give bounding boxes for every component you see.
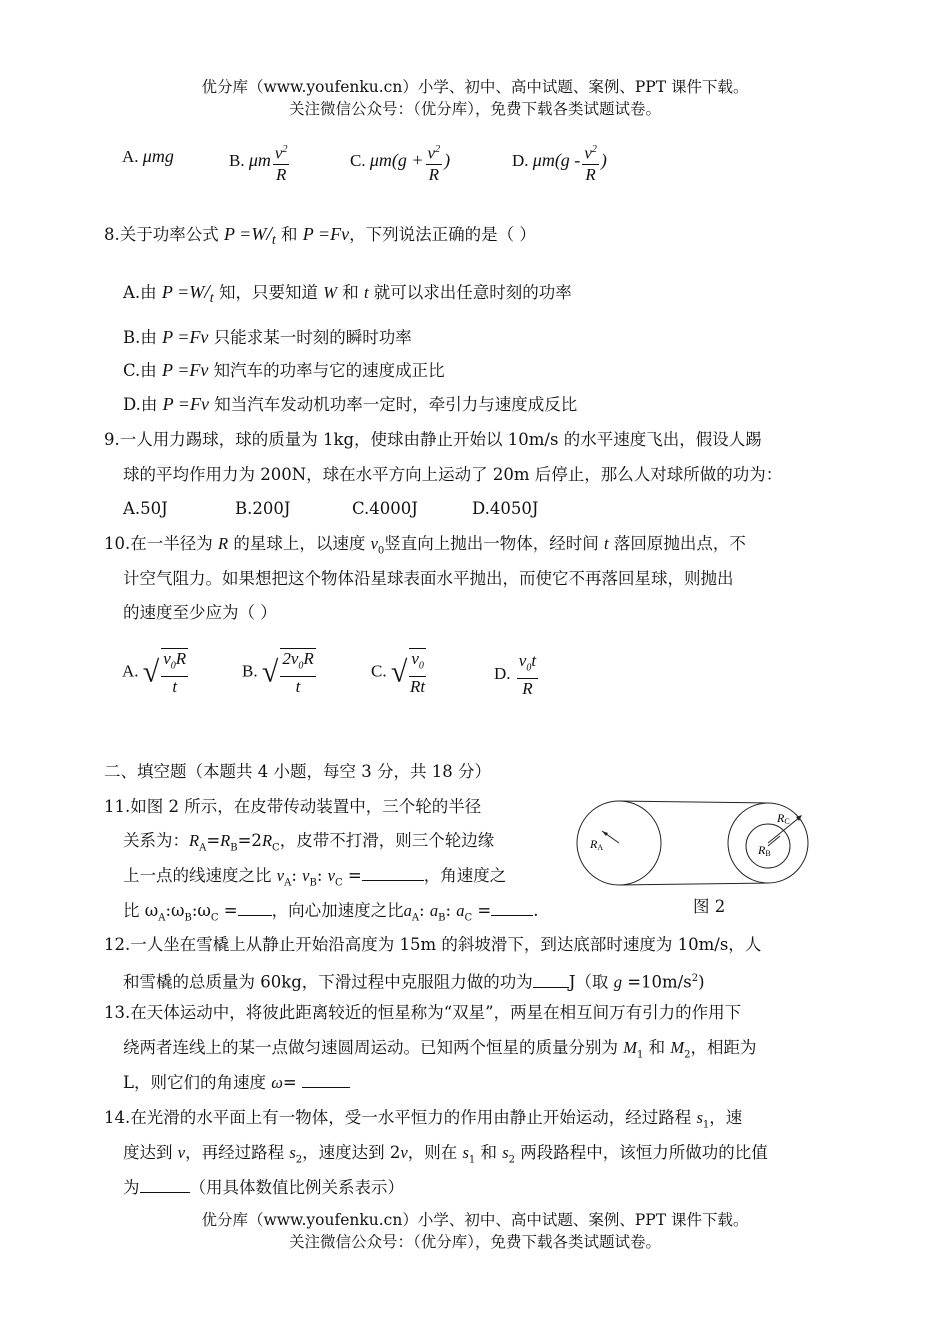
q9-line2: 球的平均作用力为 200N，球在水平方向上运动了 20m 后停止，那么人对球所做的功为：	[123, 465, 783, 484]
figure-caption: 图 2	[693, 897, 726, 916]
q12-line2: 和雪橇的总质量为 60kg，下滑过程中克服阻力做的功为 J（取 $g =10m/s^2$)	[123, 972, 705, 992]
label-ra: RA	[590, 837, 604, 852]
q7-option-c: C. μm(g + $\frac{v^2}{R}$ )	[350, 140, 450, 185]
q9-option-b: B.200J	[235, 499, 291, 518]
belt-bottom	[619, 883, 768, 885]
q10-option-a: A. √ $\frac{v_0R}{t}$	[122, 649, 187, 697]
belt-drive-figure	[572, 796, 832, 896]
q9-options	[123, 497, 539, 521]
page-header-line2: 关注微信公众号：（优分库），免费下载各类试题试卷。	[288, 100, 661, 118]
section2-title: 二、填空题（本题共 4 小题，每空 3 分，共 18 分）	[104, 762, 491, 781]
q9-option-d: D.4050J	[472, 499, 539, 518]
q10-option-d: D. $\frac{v_0t}{R}$	[494, 651, 537, 699]
q9-line1: 9.一人用力踢球，球的质量为 1kg，使球由静止开始以 10m/s 的水平速度飞出，假设人踢	[104, 430, 762, 449]
q8-option-a: A.由 $P =W/_t$ 知，只要知道 W 和 t 就可以求出任意时刻的功率	[123, 281, 572, 307]
q14-line1: 14.在光滑的水平面上有一物体，受一水平恒力的作用由静止开始运动，经过路程 $s_1$，速	[104, 1108, 743, 1131]
q13-line1: 13.在天体运动中，将彼此距离较近的恒星称为“双星”，两星在相互间万有引力的作用下	[104, 1003, 742, 1022]
q7-option-b: B. μm $\frac{v^2}{R}$	[229, 140, 291, 185]
q7-option-a: A. μmg	[122, 146, 174, 166]
q8-option-c: C.由 P =Fv 知汽车的功率与它的速度成正比	[123, 360, 445, 380]
q8-option-b: B.由 P =Fv 只能求某一时刻的瞬时功率	[123, 327, 412, 347]
q10-option-c: C. √ $\frac{v_0}{Rt}$	[371, 649, 426, 697]
q10-line3: 的速度至少应为（ ）	[123, 603, 277, 622]
q11-line2: 关系为：$R_A=R_B=2R_C$，皮带不打滑，则三个轮边缘	[123, 831, 495, 854]
q7-option-d: D. μm(g - $\frac{v^2}{R}$ )	[512, 140, 607, 185]
q11-line4: 比 $\omega_A:\omega_B:\omega_C$ = ，向心加速度之比$a_A$: $a_B$: $a_C$ = .	[123, 901, 539, 924]
page-footer-line2: 关注微信公众号：（优分库），免费下载各类试题试卷。	[288, 1233, 661, 1251]
q11-line3: 上一点的线速度之比 $v_A$: $v_B$: $v_C$ = ，角速度之	[123, 866, 507, 889]
q13-line2: 绕两者连线上的某一点做匀速圆周运动。已知两个恒星的质量分别为 $M_1$ 和 $M_2$，相距为	[123, 1038, 757, 1061]
q14-line2: 度达到 v，再经过路程 $s_2$，速度达到 2v，则在 $s_1$ 和 $s_2$ 两段路程中，该恒力所做功的比值	[123, 1143, 768, 1166]
q8-option-d: D.由 P =Fv 知当汽车发动机功率一定时，牵引力与速度成反比	[123, 394, 578, 414]
q10-line2: 计空气阻力。如果想把这个物体沿星球表面水平抛出，而使它不再落回星球，则抛出	[123, 569, 734, 588]
q8-stem: 8.关于功率公式 $P =W/_t$ 和 P =Fv，下列说法正确的是（ ）	[104, 223, 536, 249]
q10-option-b: B. √ $\frac{2v_0R}{t}$	[242, 649, 314, 697]
q9-option-c: C.4000J	[352, 499, 418, 518]
label-rb: RB	[758, 843, 771, 858]
q13-line3: L，则它们的角速度 ω=	[123, 1071, 350, 1095]
radius-a-arrow	[602, 831, 608, 836]
label-rc: RC	[777, 811, 790, 826]
belt-top	[619, 801, 768, 803]
page-footer-line1: 优分库（www.youfenku.cn）小学、初中、高中试题、案例、PPT 课件下载。	[201, 1211, 749, 1229]
q12-line1: 12.一人坐在雪橇上从静止开始沿高度为 15m 的斜坡滑下，到达底部时速度为 10m/s，人	[104, 935, 762, 954]
q9-option-a: A.50J	[123, 499, 168, 518]
q11-line1: 11.如图 2 所示，在皮带传动装置中，三个轮的半径	[104, 797, 482, 816]
q14-line3: 为 （用具体数值比例关系表示）	[123, 1178, 404, 1197]
page-header-line1: 优分库（www.youfenku.cn）小学、初中、高中试题、案例、PPT 课件下载。	[201, 78, 749, 96]
q10-line1: 10.在一半径为 R 的星球上，以速度 $v_0$竖直向上抛出一物体，经时间 t 落回原抛出点，不	[104, 534, 746, 557]
